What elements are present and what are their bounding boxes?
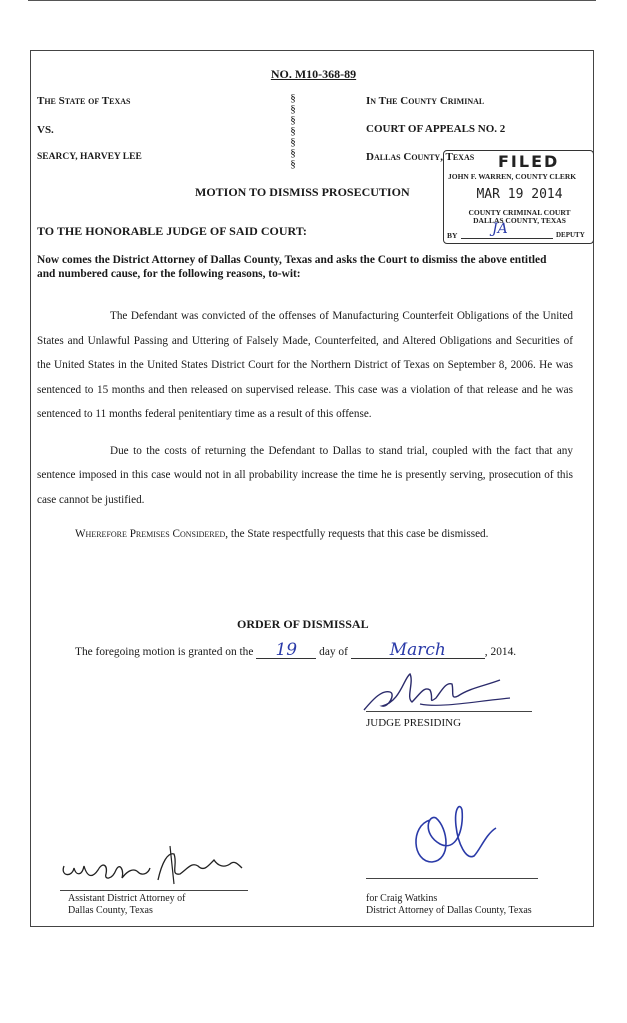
caption-vs: VS. [37, 124, 54, 136]
section-symbol: § [290, 92, 296, 104]
salutation: TO THE HONORABLE JUDGE OF SAID COURT: [37, 224, 307, 238]
da-line1: for Craig Watkins [366, 893, 438, 904]
stamp-clerk: JOHN F. WARREN, COUNTY CLERK [448, 172, 577, 181]
section-symbol: § [290, 125, 296, 137]
order-day-blank [256, 640, 316, 660]
da-line2: District Attorney of Dallas County, Texas [366, 905, 532, 916]
assistant-da-block [68, 893, 186, 917]
judge-signature-line [366, 711, 532, 712]
order-month: March [389, 640, 446, 660]
assistant-da-line2: Dallas County, Texas [68, 905, 153, 916]
order-day: 19 [275, 640, 298, 660]
motion-body [37, 304, 573, 547]
order-text-1: The foregoing motion is granted on the [75, 646, 254, 658]
caption-county: Dallas County, Texas [366, 151, 475, 163]
district-attorney-block [366, 893, 532, 917]
wherefore-paragraph [37, 522, 573, 547]
order-month-blank [351, 640, 485, 660]
case-number: NO. M10-368-89 [270, 67, 357, 81]
district-attorney-signature [400, 800, 500, 870]
caption-state: The State of Texas [37, 95, 131, 107]
section-symbol: § [290, 103, 296, 115]
reason-paragraph-2: Due to the costs of returning the Defendant to Dallas to stand trial, coupled with the fact that any sentence imposed in this case would not in all probability increase the time he is presently serving, prosecution of this case cannot be justified. [37, 444, 573, 506]
judge-presiding-label: JUDGE PRESIDING [366, 717, 462, 729]
stamp-court-line1: COUNTY CRIMINAL COURT [468, 208, 571, 217]
caption-court-line1: In The County Criminal [366, 95, 485, 107]
assistant-da-signature [58, 840, 248, 894]
section-symbol: § [290, 136, 296, 148]
order-text-2: day of [319, 646, 348, 658]
stamp-initials: JA [492, 221, 508, 237]
judge-signature [360, 668, 520, 720]
reason-paragraph-1: The Defendant was convicted of the offenses of Manufacturing Counterfeit Obligations of the United States and Unlawful Passing and Uttering of Falsely Made, Counterfeited, and Altered Obligations and Securities of the United States in the United States District Court for the Northern District of Texas on September 8, 2006. He was sentenced to 15 months and then released on supervised release. This case was a violation of that release and he was sentenced to 11 months federal penitentiary time as a result of this offense. [37, 310, 573, 420]
caption-defendant: SEARCY, HARVEY LEE [37, 152, 142, 162]
assistant-da-line1: Assistant District Attorney of [68, 893, 186, 904]
stamp-court [444, 209, 595, 225]
stamp-filed: FILED [498, 152, 560, 171]
intro-paragraph: Now comes the District Attorney of Dallas County, Texas and asks the Court to dismiss the above entitled and numbered cause, for the following reasons, to-wit: [37, 254, 547, 280]
stamp-court-line2: DALLAS COUNTY, TEXAS [473, 216, 566, 225]
section-symbol: § [290, 158, 296, 170]
stamp-date: MAR 19 2014 [476, 187, 563, 202]
da-signature-line [366, 878, 538, 879]
page-top-rule [28, 0, 596, 1]
section-symbol-column [287, 93, 299, 170]
order-text-3: , 2014. [484, 646, 517, 658]
stamp-by-label: BY [447, 231, 458, 240]
filed-stamp [443, 150, 594, 244]
order-title: ORDER OF DISMISSAL [237, 617, 369, 631]
wherefore-lead: Wherefore Premises Considered, [75, 528, 229, 540]
stamp-deputy-label: DEPUTY [556, 231, 585, 239]
wherefore-rest: the State respectfully requests that this case be dismissed. [228, 528, 489, 540]
section-symbol: § [290, 114, 296, 126]
assistant-da-signature-line [60, 890, 248, 891]
caption-court-line2: COURT OF APPEALS NO. 2 [366, 123, 506, 135]
section-symbol: § [290, 147, 296, 159]
stamp-by-line [461, 238, 553, 239]
order-grant-line [75, 640, 517, 660]
motion-title: MOTION TO DISMISS PROSECUTION [195, 185, 410, 199]
